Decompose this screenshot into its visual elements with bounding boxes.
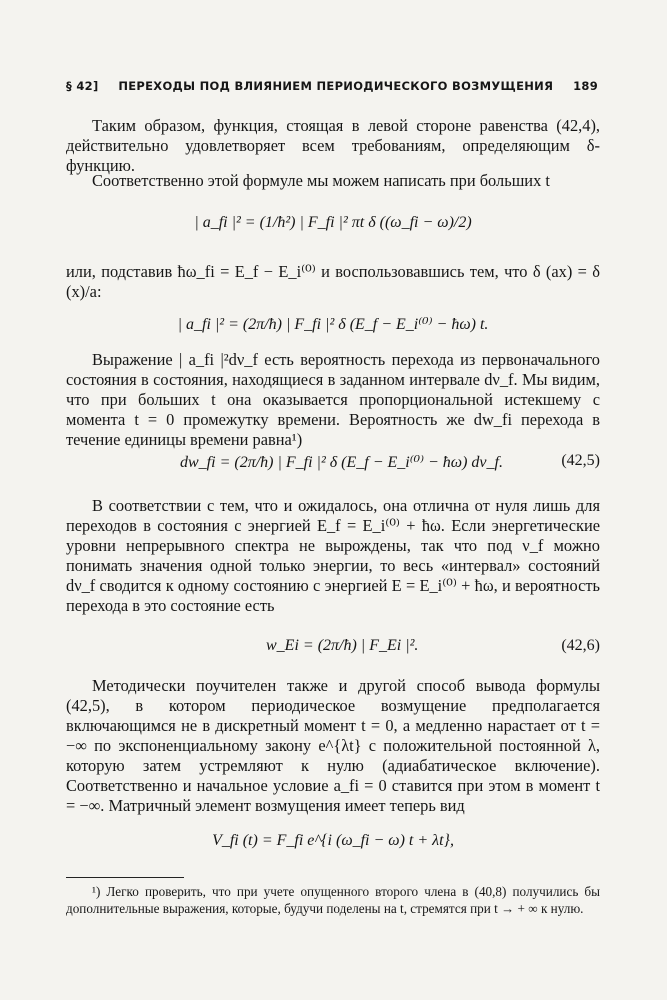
page-number: 189 — [573, 79, 598, 93]
paragraph-1: Таким образом, функция, стоящая в левой стороне равенства (42,4), действительно удовлетворяет всем требованиям, определяющим δ-функцию. — [66, 116, 600, 175]
paragraph-6: Методически поучителен также и другой способ вывода формулы (42,5), в котором периодическое возмущение предполагается включающимся не в дискретный момент t = 0, а медленно нарастает от t = −∞ по экспоненциальному закону e^{λt} с положительной постоянной λ, которую затем устремляют к нулю (адиабатическое включение). Соответственно и начальное условие a_fi = 0 ставится при этом в момент t = −∞. Матричный элемент возмущения имеет теперь вид — [66, 676, 600, 815]
section-marker: § 42] — [66, 79, 99, 93]
equation-3-number: (42,5) — [561, 452, 600, 469]
footnote-divider — [66, 877, 184, 878]
running-header — [66, 79, 598, 93]
paragraph-3: или, подставив ħω_fi = E_f − E_i⁽⁰⁾ и воспользовавшись тем, что δ (ax) = δ (x)/a: — [66, 262, 600, 301]
equation-1: | a_fi |² = (1/ħ²) | F_fi |² πt δ ((ω_fi − ω)/2) — [194, 214, 472, 231]
paragraph-4: Выражение | a_fi |²dν_f есть вероятность перехода из первоначального состояния в состояния, находящиеся в заданном интервале dν_f. Мы видим, что при больших t она оказывается пропорциональной истекшему с момента t = 0 промежутку времени. Вероятность же dw_fi перехода в течение единицы времени равна¹) — [66, 350, 600, 449]
equation-4-number: (42,6) — [561, 637, 600, 654]
footnote: ¹) Легко проверить, что при учете опущенного второго члена в (40,8) получились бы дополнительные выражения, которые, будучи поделены на t, стремятся при t → + ∞ к нулю. — [66, 884, 600, 916]
equation-2: | a_fi |² = (2π/ħ) | F_fi |² δ (E_f − E_i⁽⁰⁾ − ħω) t. — [177, 316, 489, 333]
equation-5: V_fi (t) = F_fi e^{i (ω_fi − ω) t + λt}, — [212, 832, 454, 849]
equation-4: w_Ei = (2π/ħ) | F_Ei |². — [266, 637, 419, 654]
header-title: ПЕРЕХОДЫ ПОД ВЛИЯНИЕМ ПЕРИОДИЧЕСКОГО ВОЗМУЩЕНИЯ — [118, 79, 554, 93]
equation-3: dw_fi = (2π/ħ) | F_fi |² δ (E_f − E_i⁽⁰⁾ − ħω) dν_f. — [180, 454, 503, 471]
paragraph-2: Соответственно этой формуле мы можем написать при больших t — [92, 171, 550, 190]
paragraph-5: В соответствии с тем, что и ожидалось, она отлична от нуля лишь для переходов в состояния с энергией E_f = E_i⁽⁰⁾ + ħω. Если энергетические уровни непрерывного спектра не вырождены, так что под ν_f можно понимать значения одной только энергии, то весь «интервал» состояний dν_f сводится к одному состоянию с энергией E = E_i⁽⁰⁾ + ħω, и вероятность перехода в это состояние есть — [66, 496, 600, 615]
